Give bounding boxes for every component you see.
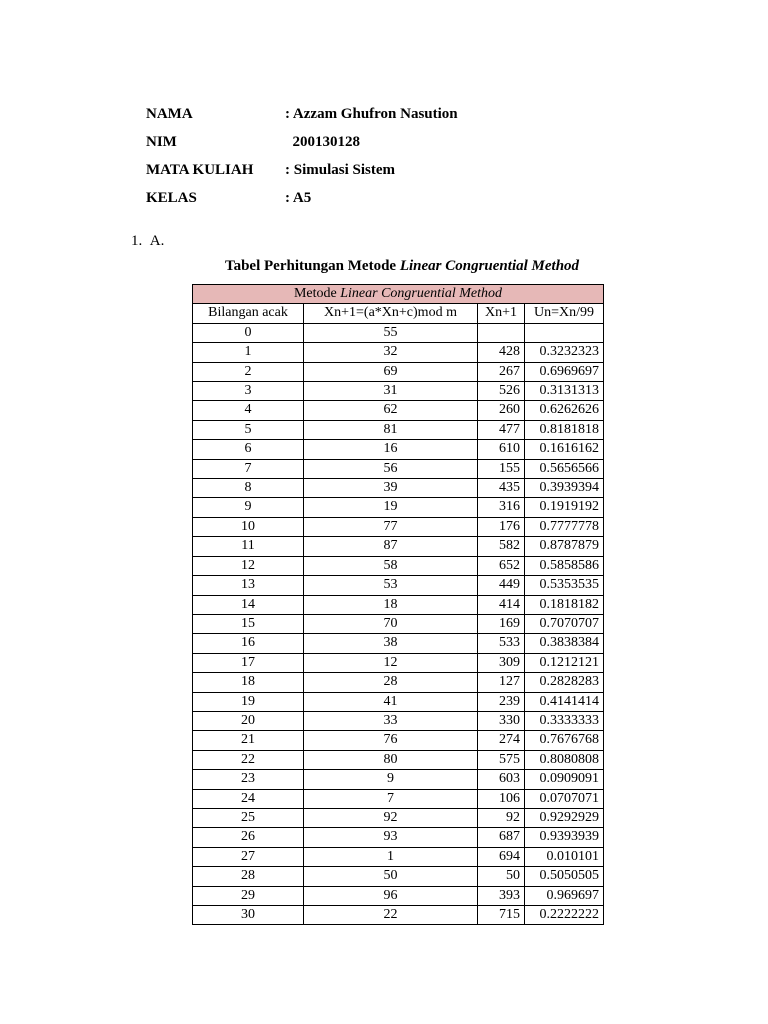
- cell-xn1: 260: [478, 401, 525, 420]
- cell-xn1: 414: [478, 595, 525, 614]
- cell-xn: 87: [304, 537, 478, 556]
- table-row: [193, 517, 604, 536]
- table-row: [193, 401, 604, 420]
- cell-xn: 31: [304, 382, 478, 401]
- table-row: [193, 595, 604, 614]
- info-value: : Azzam Ghufron Nasution: [285, 105, 458, 122]
- cell-xn: 81: [304, 420, 478, 439]
- cell-un: 0.8787879: [525, 537, 604, 556]
- cell-xn: 93: [304, 828, 478, 847]
- table-row: [193, 556, 604, 575]
- cell-xn1: 652: [478, 556, 525, 575]
- cell-xn1: 92: [478, 808, 525, 827]
- cell-un: 0.3333333: [525, 711, 604, 730]
- info-row-kelas: [146, 184, 458, 212]
- cell-xn1: 526: [478, 382, 525, 401]
- cell-xn: 56: [304, 459, 478, 478]
- cell-un: 0.7777778: [525, 517, 604, 536]
- cell-xn1: 155: [478, 459, 525, 478]
- cell-un: 0.9292929: [525, 808, 604, 827]
- cell-index: 16: [193, 634, 304, 653]
- cell-index: 15: [193, 614, 304, 633]
- table-row: [193, 808, 604, 827]
- column-header: Xn+1=(a*Xn+c)mod m: [304, 304, 478, 323]
- cell-xn1: 393: [478, 886, 525, 905]
- cell-un: 0.5858586: [525, 556, 604, 575]
- cell-xn: 38: [304, 634, 478, 653]
- section-letter: A.: [149, 233, 165, 249]
- cell-xn: 33: [304, 711, 478, 730]
- cell-xn1: 169: [478, 614, 525, 633]
- cell-index: 17: [193, 653, 304, 672]
- band-prefix: Metode: [293, 286, 341, 301]
- cell-index: 7: [193, 459, 304, 478]
- cell-xn1: 330: [478, 711, 525, 730]
- cell-xn: 22: [304, 906, 478, 925]
- cell-index: 4: [193, 401, 304, 420]
- cell-xn: 16: [304, 440, 478, 459]
- cell-xn1: 715: [478, 906, 525, 925]
- lcg-table: [192, 284, 604, 925]
- cell-index: 1: [193, 343, 304, 362]
- cell-un: 0.2222222: [525, 906, 604, 925]
- cell-xn1: 449: [478, 576, 525, 595]
- info-row-nim: [146, 128, 458, 156]
- table-band-header: [193, 285, 604, 304]
- cell-xn1: 477: [478, 420, 525, 439]
- cell-un: 0.1818182: [525, 595, 604, 614]
- column-header: Bilangan acak: [193, 304, 304, 323]
- table-row: [193, 673, 604, 692]
- student-info: [146, 100, 458, 212]
- cell-xn1: 176: [478, 517, 525, 536]
- cell-xn1: 106: [478, 789, 525, 808]
- table-row: [193, 906, 604, 925]
- table-header-row: [193, 304, 604, 323]
- cell-index: 14: [193, 595, 304, 614]
- info-value: : A5: [285, 189, 312, 206]
- cell-index: 27: [193, 847, 304, 866]
- table-row: [193, 867, 604, 886]
- cell-xn: 28: [304, 673, 478, 692]
- table-title-italic: Linear Congruential Method: [399, 258, 580, 274]
- cell-xn: 96: [304, 886, 478, 905]
- table-row: [193, 653, 604, 672]
- cell-index: 10: [193, 517, 304, 536]
- cell-xn1: 309: [478, 653, 525, 672]
- cell-xn: 55: [304, 323, 478, 342]
- cell-xn: 80: [304, 750, 478, 769]
- info-label: NIM: [146, 133, 177, 150]
- cell-xn: 92: [304, 808, 478, 827]
- cell-xn: 39: [304, 479, 478, 498]
- cell-index: 29: [193, 886, 304, 905]
- table-row: [193, 886, 604, 905]
- cell-xn1: 127: [478, 673, 525, 692]
- cell-xn: 70: [304, 614, 478, 633]
- table-row: [193, 459, 604, 478]
- table-row: [193, 770, 604, 789]
- cell-index: 21: [193, 731, 304, 750]
- table-title-prefix: Tabel Perhitungan Metode: [224, 258, 400, 274]
- cell-index: 22: [193, 750, 304, 769]
- cell-index: 24: [193, 789, 304, 808]
- table-row: [193, 420, 604, 439]
- cell-xn1: 435: [478, 479, 525, 498]
- cell-un: 0.0909091: [525, 770, 604, 789]
- cell-xn: 62: [304, 401, 478, 420]
- cell-index: 5: [193, 420, 304, 439]
- band-italic: Linear Congruential Method: [340, 286, 503, 301]
- cell-index: 28: [193, 867, 304, 886]
- table-row: [193, 576, 604, 595]
- info-value: : Simulasi Sistem: [285, 161, 396, 178]
- cell-un: 0.969697: [525, 886, 604, 905]
- table-row: [193, 537, 604, 556]
- cell-index: 25: [193, 808, 304, 827]
- table-row: [193, 362, 604, 381]
- cell-un: 0.4141414: [525, 692, 604, 711]
- cell-xn: 1: [304, 847, 478, 866]
- cell-un: 0.6969697: [525, 362, 604, 381]
- cell-xn: 53: [304, 576, 478, 595]
- cell-un: 0.6262626: [525, 401, 604, 420]
- cell-un: 0.7070707: [525, 614, 604, 633]
- cell-index: 19: [193, 692, 304, 711]
- cell-index: 23: [193, 770, 304, 789]
- column-header: Un=Xn/99: [525, 304, 604, 323]
- cell-xn1: 50: [478, 867, 525, 886]
- cell-xn1: 603: [478, 770, 525, 789]
- table-row: [193, 789, 604, 808]
- cell-xn: 7: [304, 789, 478, 808]
- cell-index: 26: [193, 828, 304, 847]
- cell-xn: 41: [304, 692, 478, 711]
- info-row-nama: [146, 100, 458, 128]
- cell-index: 3: [193, 382, 304, 401]
- section-number: 1.: [131, 233, 143, 249]
- table-row: [193, 828, 604, 847]
- cell-xn: 77: [304, 517, 478, 536]
- cell-xn1: 687: [478, 828, 525, 847]
- cell-xn1: 533: [478, 634, 525, 653]
- cell-xn1: 694: [478, 847, 525, 866]
- cell-un: 0.3838384: [525, 634, 604, 653]
- cell-xn1: 575: [478, 750, 525, 769]
- table-row: [193, 711, 604, 730]
- cell-xn1: 428: [478, 343, 525, 362]
- cell-xn1: 316: [478, 498, 525, 517]
- cell-un: 0.9393939: [525, 828, 604, 847]
- cell-un: 0.3131313: [525, 382, 604, 401]
- info-label: MATA KULIAH: [146, 161, 254, 178]
- table-body: [193, 323, 604, 925]
- cell-index: 0: [193, 323, 304, 342]
- table-row: [193, 750, 604, 769]
- table-band-row: [193, 285, 604, 304]
- cell-un: 0.010101: [525, 847, 604, 866]
- info-value: 200130128: [285, 133, 360, 150]
- cell-index: 8: [193, 479, 304, 498]
- table-row: [193, 847, 604, 866]
- cell-index: 2: [193, 362, 304, 381]
- cell-un: 0.7676768: [525, 731, 604, 750]
- cell-xn: 12: [304, 653, 478, 672]
- cell-index: 18: [193, 673, 304, 692]
- section-heading: [131, 233, 164, 250]
- cell-un: 0.2828283: [525, 673, 604, 692]
- cell-xn1: 610: [478, 440, 525, 459]
- table-row: [193, 731, 604, 750]
- table-row: [193, 323, 604, 342]
- column-header: Xn+1: [478, 304, 525, 323]
- cell-xn1: [478, 323, 525, 342]
- info-row-mata-kuliah: [146, 156, 458, 184]
- table-row: [193, 343, 604, 362]
- cell-index: 11: [193, 537, 304, 556]
- cell-un: 0.5656566: [525, 459, 604, 478]
- table-row: [193, 692, 604, 711]
- cell-xn1: 274: [478, 731, 525, 750]
- cell-un: 0.5353535: [525, 576, 604, 595]
- table-row: [193, 614, 604, 633]
- cell-index: 9: [193, 498, 304, 517]
- cell-xn: 69: [304, 362, 478, 381]
- table-row: [193, 634, 604, 653]
- info-label: KELAS: [146, 189, 197, 206]
- info-label: NAMA: [146, 105, 193, 122]
- cell-xn: 50: [304, 867, 478, 886]
- cell-xn1: 267: [478, 362, 525, 381]
- table-row: [193, 440, 604, 459]
- cell-un: 0.3232323: [525, 343, 604, 362]
- cell-xn1: 582: [478, 537, 525, 556]
- cell-xn: 32: [304, 343, 478, 362]
- cell-index: 20: [193, 711, 304, 730]
- cell-xn: 58: [304, 556, 478, 575]
- cell-xn: 9: [304, 770, 478, 789]
- cell-index: 30: [193, 906, 304, 925]
- cell-index: 12: [193, 556, 304, 575]
- cell-xn1: 239: [478, 692, 525, 711]
- cell-un: 0.5050505: [525, 867, 604, 886]
- cell-index: 6: [193, 440, 304, 459]
- cell-un: [525, 323, 604, 342]
- cell-un: 0.8080808: [525, 750, 604, 769]
- cell-un: 0.1616162: [525, 440, 604, 459]
- table-row: [193, 479, 604, 498]
- cell-index: 13: [193, 576, 304, 595]
- cell-un: 0.1212121: [525, 653, 604, 672]
- cell-un: 0.8181818: [525, 420, 604, 439]
- table-row: [193, 498, 604, 517]
- cell-un: 0.1919192: [525, 498, 604, 517]
- cell-un: 0.0707071: [525, 789, 604, 808]
- cell-un: 0.3939394: [525, 479, 604, 498]
- cell-xn: 76: [304, 731, 478, 750]
- cell-xn: 18: [304, 595, 478, 614]
- table-title: [192, 258, 612, 275]
- cell-xn: 19: [304, 498, 478, 517]
- table-row: [193, 382, 604, 401]
